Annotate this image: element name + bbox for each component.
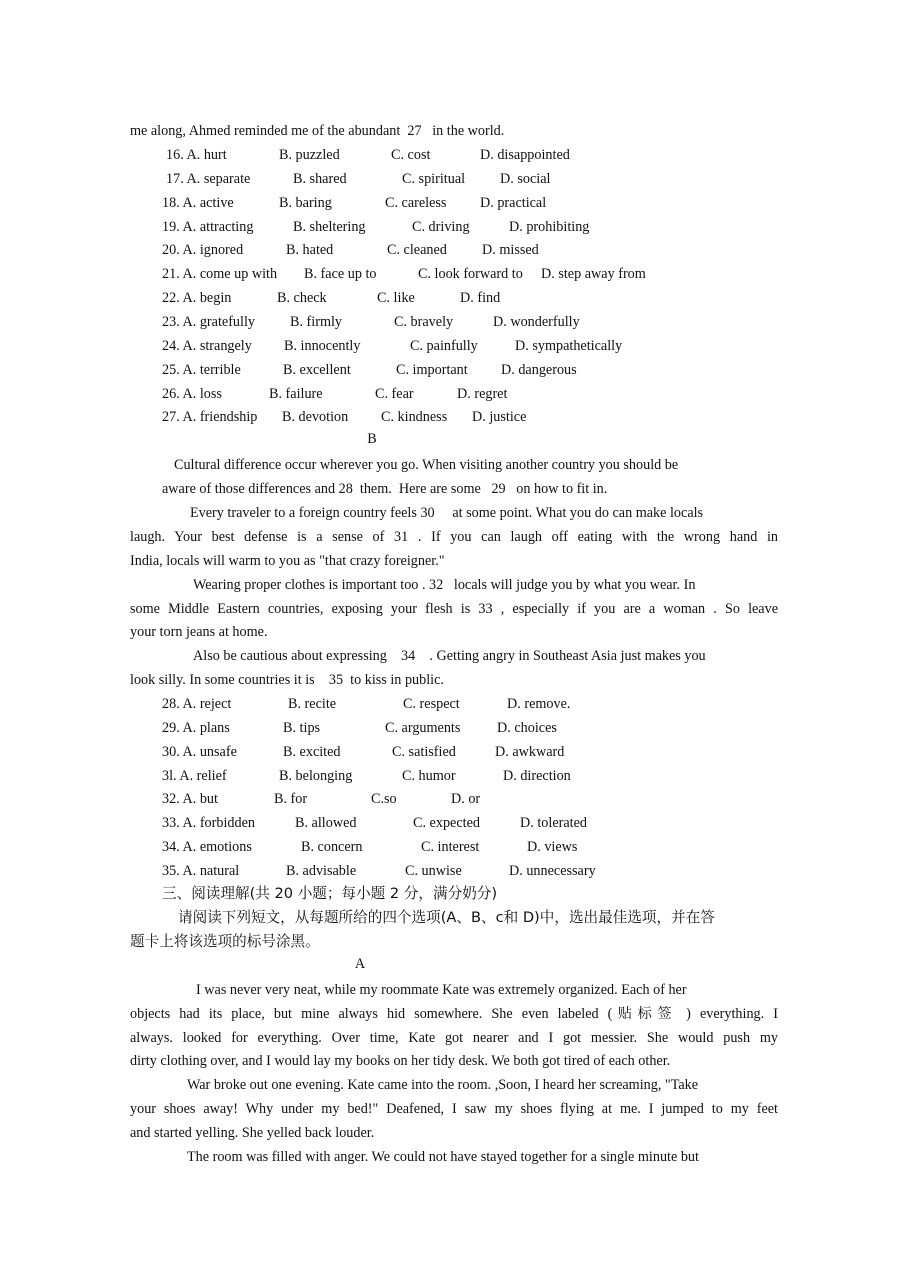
section-heading-b: B [367, 431, 377, 447]
option-d: D. missed [482, 242, 539, 259]
section-heading-a: A [354, 956, 366, 972]
option-d: D. direction [503, 767, 571, 784]
question-option-a: 21. A. come up with [162, 266, 278, 283]
option-c: C. painfully [410, 337, 478, 354]
option-d: D. find [460, 290, 501, 307]
option-b: B. excited [283, 743, 341, 760]
question-option-a: 27. A. friendship [162, 409, 258, 426]
question-option-a: 18. A. active [162, 194, 234, 211]
option-d: D. sympathetically [515, 337, 623, 354]
option-d: D. wonderfully [493, 313, 580, 330]
option-d: D. justice [472, 409, 527, 426]
option-d: D. regret [457, 385, 508, 402]
section-3-instructions: 题卡上将该选项的标号涂黑。 [130, 933, 320, 950]
option-b: B. tips [283, 719, 321, 736]
question-option-a: 34. A. emotions [162, 839, 252, 856]
option-d: D. awkward [495, 743, 565, 760]
passage-a-line: I was never very neat, while my roommate Kate was extremely organized. Each of her [196, 982, 687, 998]
passage-a-line: War broke out one evening. Kate came into the room. ,Soon, I heard her screaming, "Take [187, 1077, 699, 1093]
option-c: C. respect [403, 696, 460, 712]
passage-b-line: India, locals will warm to you as "that crazy foreigner." [130, 553, 445, 569]
passage-b-line: some Middle Eastern countries, exposing your flesh is 33 , especially if you are a woman . So leave [130, 601, 778, 617]
option-b: B. allowed [295, 815, 357, 832]
option-b: B. baring [279, 194, 332, 211]
option-b: B. face up to [304, 266, 377, 283]
option-b: B. check [277, 290, 327, 307]
option-c: C. kindness [381, 409, 448, 426]
passage-b-line: look silly. In some countries it is 35 to kiss in public. [130, 672, 444, 688]
option-b: B. sheltering [293, 218, 366, 235]
option-d: D. practical [480, 194, 547, 211]
option-c: C. fear [375, 385, 414, 402]
option-c: C. driving [412, 218, 470, 235]
question-option-a: 19. A. attracting [162, 218, 254, 235]
passage-b-line: Cultural difference occur wherever you go. When visiting another country you should be [174, 457, 679, 473]
section-3-instructions: 请阅读下列短文，从每题所给的四个选项(A、B、c和 D)中，选出最佳选项，并在答 [178, 909, 715, 926]
question-option-a: 16. A. hurt [166, 147, 227, 163]
option-d: D. choices [497, 719, 557, 736]
question-option-a: 25. A. terrible [162, 361, 241, 378]
option-c: C. bravely [394, 313, 454, 330]
option-b: B. for [274, 791, 308, 808]
passage-b-line: Also be cautious about expressing 34 . Getting angry in Southeast Asia just makes you [193, 648, 706, 664]
option-d: D. step away from [541, 266, 646, 283]
option-d: D. disappointed [480, 147, 570, 163]
passage-a-line: your shoes away! Why under my bed!" Deafened, I saw my shoes flying at me. I jumped to my feet [130, 1101, 778, 1117]
option-d: D. social [500, 170, 551, 187]
question-option-a: 30. A. unsafe [162, 743, 237, 760]
passage-a-line: and started yelling. She yelled back louder. [130, 1125, 375, 1141]
option-b: B. puzzled [279, 147, 340, 163]
passage-b-line: aware of those differences and 28 them. Here are some 29 on how to fit in. [162, 481, 608, 497]
passage-b-line: your torn jeans at home. [130, 624, 268, 640]
option-c: C. satisfied [392, 743, 456, 760]
option-b: B. excellent [283, 361, 351, 378]
option-b: B. hated [286, 242, 334, 259]
text-line: me along, Ahmed reminded me of the abundant 27 in the world. [130, 123, 505, 139]
passage-b-line: Every traveler to a foreign country feels 30 at some point. What you do can make locals [190, 505, 704, 521]
option-d: D. views [527, 839, 578, 856]
option-c: C. spiritual [402, 170, 466, 187]
option-c: C.so [371, 791, 397, 808]
question-option-a: 28. A. reject [162, 696, 232, 712]
option-d: D. dangerous [501, 361, 577, 378]
option-c: C. expected [413, 815, 480, 832]
passage-b-line: laugh. Your best defense is a sense of 31 . If you can laugh off eating with the wrong hand in [130, 529, 778, 545]
option-c: C. cost [391, 147, 431, 163]
option-c: C. look forward to [418, 266, 523, 283]
section-3-title: 三、阅读理解(共 20 小题；每小题 2 分，满分奶分) [162, 885, 498, 902]
option-c: C. careless [385, 194, 447, 211]
option-b: B. advisable [286, 862, 357, 879]
question-option-a: 26. A. loss [162, 385, 222, 402]
question-option-a: 17. A. separate [166, 170, 251, 187]
option-c: C. arguments [385, 719, 461, 736]
question-option-a: 23. A. gratefully [162, 313, 255, 330]
option-d: D. tolerated [520, 815, 587, 832]
option-b: B. concern [301, 839, 363, 856]
passage-a-line: dirty clothing over, and I would lay my books on her tidy desk. We both got tired of each other. [130, 1053, 671, 1069]
option-d: D. remove. [507, 696, 571, 712]
passage-a-line: objects had its place, but mine always hid somewhere. She even labeled (贴标签 ) everything. I [130, 1006, 778, 1022]
passage-b-line: Wearing proper clothes is important too . 32 locals will judge you by what you wear. In [193, 577, 696, 593]
option-d: D. or [451, 791, 481, 808]
question-option-a: 32. A. but [162, 791, 218, 808]
option-b: B. belonging [279, 767, 353, 784]
question-option-a: 33. A. forbidden [162, 815, 255, 832]
option-c: C. unwise [405, 862, 462, 879]
option-c: C. like [377, 290, 415, 307]
question-option-a: 35. A. natural [162, 862, 240, 879]
passage-a-line: The room was filled with anger. We could not have stayed together for a single minute but [187, 1149, 699, 1165]
question-option-a: 22. A. begin [162, 290, 232, 307]
option-c: C. cleaned [387, 242, 447, 259]
question-option-a: 3l. A. relief [162, 767, 227, 784]
question-option-a: 20. A. ignored [162, 242, 244, 259]
option-c: C. interest [421, 839, 480, 856]
option-b: B. recite [288, 696, 337, 712]
passage-a-line: always. looked for everything. Over time, Kate got nearer and I got messier. She would push my [130, 1030, 778, 1046]
question-option-a: 24. A. strangely [162, 337, 252, 354]
option-b: B. failure [269, 385, 323, 402]
option-c: C. important [396, 361, 468, 378]
question-option-a: 29. A. plans [162, 719, 230, 736]
option-b: B. firmly [290, 313, 343, 330]
option-b: B. innocently [284, 337, 361, 354]
option-d: D. prohibiting [509, 218, 590, 235]
option-d: D. unnecessary [509, 862, 596, 879]
option-b: B. shared [293, 170, 347, 187]
option-b: B. devotion [282, 409, 349, 426]
option-c: C. humor [402, 767, 456, 784]
